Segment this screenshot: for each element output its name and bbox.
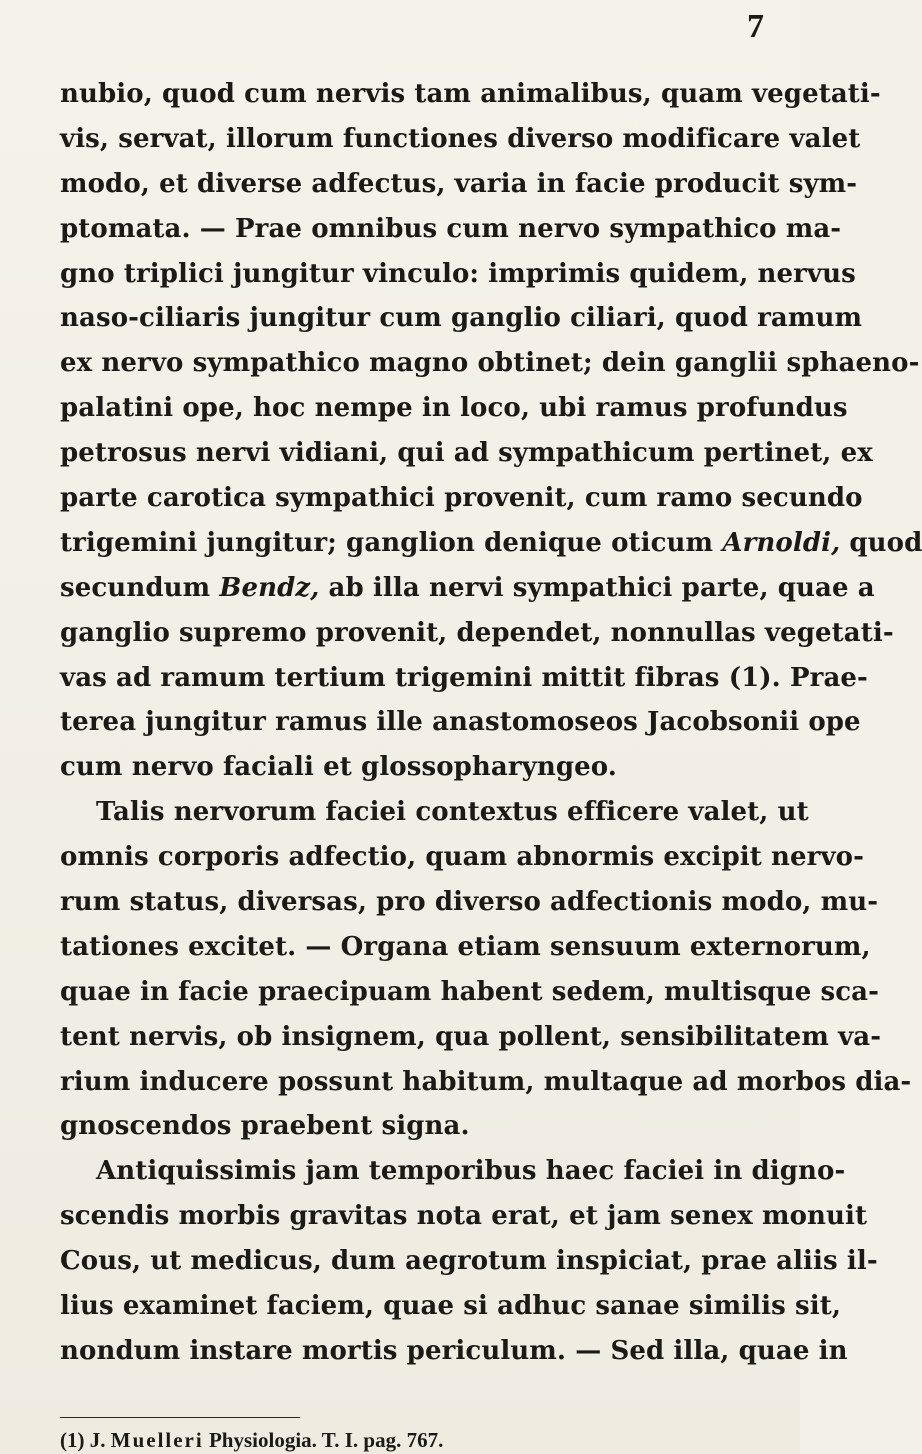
text-line: petrosus nervi vidiani, qui ad sympathicum pertinet, ex	[60, 438, 873, 469]
text-line: ex nervo sympathico magno obtinet; dein ganglii sphaeno-	[60, 348, 920, 379]
text-line: gnoscendos praebent signa.	[60, 1111, 470, 1142]
text-line: naso-ciliaris jungitur cum ganglio ciliari, quod ramum	[60, 303, 863, 334]
text-segment: secundum	[60, 572, 220, 603]
text-line: ganglio supremo provenit, dependet, nonnullas vegetati-	[60, 617, 894, 648]
text-line	[60, 566, 875, 611]
text-line: scendis morbis gravitas nota erat, et jam senex monuit	[60, 1201, 868, 1232]
body-text	[60, 72, 922, 1374]
footnote-reference: Physiologia. T. I. pag. 767.	[208, 1428, 444, 1452]
text-segment: ab illa nervi sympathici parte, quae a	[319, 572, 875, 603]
text-line: terea jungitur ramus ille anastomoseos Jacobsonii ope	[60, 707, 861, 738]
text-segment: trigemini jungitur; ganglion denique oticum	[60, 527, 723, 558]
footnote-divider	[60, 1417, 300, 1418]
text-line: tent nervis, ob insignem, qua pollent, sensibilitatem va-	[60, 1021, 882, 1052]
text-line: ptomata. — Prae omnibus cum nervo sympathico ma-	[60, 213, 842, 244]
text-line: palatini ope, hoc nempe in loco, ubi ramus profundus	[60, 393, 848, 424]
text-line: lius examinet faciem, quae si adhuc sanae similis sit,	[60, 1291, 841, 1322]
text-line: nondum instare mortis periculum. — Sed illa, quae in	[60, 1335, 848, 1366]
text-line: parte carotica sympathici provenit, cum ramo secundo	[60, 483, 863, 514]
text-line: rium inducere possunt habitum, multaque ad morbos dia-	[60, 1066, 912, 1097]
page-number: 7	[747, 8, 764, 45]
text-line: vis, servat, illorum functiones diverso modificare valet	[60, 123, 861, 154]
italic-name-arnoldi: Arnoldi,	[722, 527, 841, 558]
text-line: Talis nervorum faciei contextus efficere valet, ut	[96, 797, 809, 828]
text-line: gno triplici jungitur vinculo: imprimis quidem, nervus	[60, 258, 856, 289]
text-line: tationes excitet. — Organa etiam sensuum externorum,	[60, 931, 871, 962]
text-line: rum status, diversas, pro diverso adfectionis modo, mu-	[60, 887, 879, 918]
text-line: quae in facie praecipuam habent sedem, multisque sca-	[60, 976, 880, 1007]
text-line	[60, 521, 922, 566]
text-line: cum nervo faciali et glossopharyngeo.	[60, 752, 617, 783]
text-line: nubio, quod cum nervis tam animalibus, quam vegetati-	[60, 79, 881, 109]
text-line: Antiquissimis jam temporibus haec faciei in digno-	[96, 1156, 846, 1187]
text-line: Cous, ut medicus, dum aegrotum inspiciat, prae aliis il-	[60, 1246, 878, 1277]
text-segment: quod	[840, 527, 922, 558]
text-line: modo, et diverse adfectus, varia in facie producit sym-	[60, 168, 858, 199]
italic-name-bendz: Bendz,	[219, 572, 320, 603]
text-line: omnis corporis adfectio, quam abnormis excipit nervo-	[60, 842, 864, 873]
footnote	[60, 1428, 766, 1452]
footnote-author: Muelleri	[110, 1428, 204, 1452]
text-line: vas ad ramum tertium trigemini mittit fibras (1). Prae-	[60, 662, 868, 693]
footnote-marker: (1) J.	[60, 1428, 106, 1452]
